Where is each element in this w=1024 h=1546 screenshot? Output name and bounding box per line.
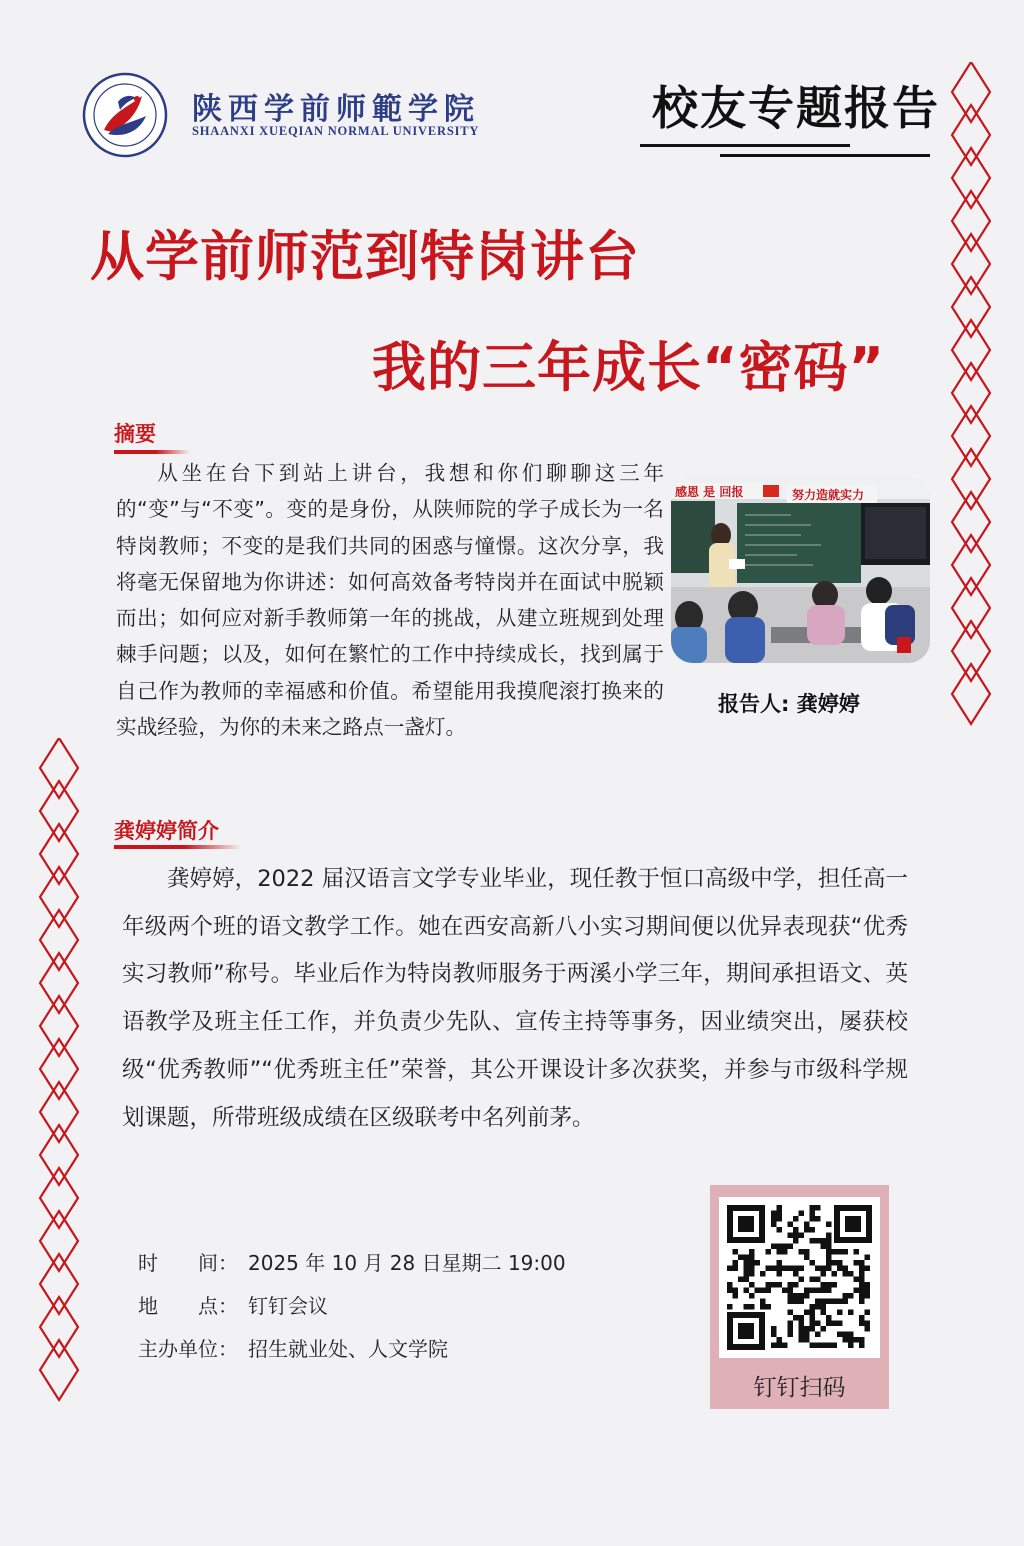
qr-module xyxy=(799,1277,805,1283)
qr-module xyxy=(793,1271,799,1277)
qr-module xyxy=(810,1304,816,1310)
qr-module xyxy=(826,1315,832,1321)
qr-module xyxy=(771,1216,777,1222)
diamond-shape xyxy=(952,664,990,724)
diamond-shape xyxy=(40,1297,78,1357)
diamond-shape xyxy=(40,1254,78,1314)
qr-module xyxy=(766,1288,772,1294)
qr-module xyxy=(815,1205,821,1211)
qr-module xyxy=(815,1266,821,1272)
school-name-en: SHAANXI XUEQIAN NORMAL UNIVERSITY xyxy=(192,124,480,138)
diamond-shape xyxy=(40,996,78,1056)
qr-module xyxy=(799,1299,805,1305)
qr-module xyxy=(804,1332,810,1338)
qr-module xyxy=(777,1205,783,1211)
qr-module xyxy=(826,1238,832,1244)
qr-module xyxy=(854,1277,860,1283)
qr-module xyxy=(843,1299,849,1305)
qr-module xyxy=(859,1282,865,1288)
qr-module xyxy=(793,1315,799,1321)
qr-module xyxy=(777,1249,783,1255)
qr-module xyxy=(777,1271,783,1277)
qr-module xyxy=(804,1255,810,1261)
qr-module xyxy=(826,1282,832,1288)
diamond-shape xyxy=(40,1168,78,1228)
qr-module xyxy=(744,1271,750,1277)
qr-module xyxy=(854,1249,860,1255)
qr-module xyxy=(832,1249,838,1255)
diamond-shape xyxy=(952,621,990,681)
qr-module xyxy=(799,1233,805,1239)
qr-module xyxy=(749,1266,755,1272)
qr-module xyxy=(782,1266,788,1272)
time-label: 时 间： xyxy=(138,1251,238,1275)
qr-module xyxy=(793,1299,799,1305)
qr-module xyxy=(848,1337,854,1343)
qr-module xyxy=(744,1255,750,1261)
qr-module xyxy=(727,1304,733,1310)
qr-module xyxy=(826,1343,832,1349)
diamond-shape xyxy=(952,363,990,423)
qr-module xyxy=(727,1282,733,1288)
qr-module xyxy=(793,1282,799,1288)
qr-module xyxy=(799,1211,805,1217)
qr-module xyxy=(733,1266,739,1272)
qr-module xyxy=(865,1321,871,1327)
abstract-heading-underline xyxy=(114,450,190,454)
qr-module xyxy=(832,1282,838,1288)
qr-module xyxy=(859,1266,865,1272)
qr-module xyxy=(810,1238,816,1244)
qr-module xyxy=(859,1321,865,1327)
qr-module xyxy=(788,1321,794,1327)
qr-module xyxy=(777,1282,783,1288)
qr-module xyxy=(782,1249,788,1255)
qr-module xyxy=(859,1277,865,1283)
diamond-shape xyxy=(952,105,990,165)
qr-module xyxy=(727,1266,733,1272)
banner-right: 努力造就实力 xyxy=(792,488,865,502)
banner-left: 感恩 是 回报 xyxy=(675,485,744,499)
qr-module xyxy=(810,1288,816,1294)
qr-module xyxy=(837,1332,843,1338)
qr-module xyxy=(777,1244,783,1250)
qr-module xyxy=(793,1216,799,1222)
qr-module xyxy=(859,1299,865,1305)
qr-module xyxy=(793,1266,799,1272)
qr-module xyxy=(782,1244,788,1250)
diamond-shape xyxy=(952,449,990,509)
qr-module xyxy=(826,1288,832,1294)
qr-module xyxy=(826,1222,832,1228)
qr-module xyxy=(826,1260,832,1266)
qr-module xyxy=(810,1260,816,1266)
qr-panel xyxy=(710,1185,889,1409)
diamond-shape xyxy=(40,781,78,841)
qr-module xyxy=(848,1271,854,1277)
qr-module xyxy=(771,1244,777,1250)
qr-module xyxy=(749,1293,755,1299)
qr-module xyxy=(777,1343,783,1349)
qr-module xyxy=(859,1288,865,1294)
diamond-shape xyxy=(952,492,990,552)
qr-module xyxy=(848,1332,854,1338)
qr-module xyxy=(854,1288,860,1294)
qr-module xyxy=(738,1277,744,1283)
qr-module xyxy=(804,1326,810,1332)
qr-module xyxy=(832,1321,838,1327)
qr-module xyxy=(804,1227,810,1233)
diamond-shape xyxy=(40,1039,78,1099)
qr-module xyxy=(804,1249,810,1255)
qr-module xyxy=(865,1255,871,1261)
diamond-shape xyxy=(952,406,990,466)
qr-module xyxy=(843,1293,849,1299)
school-name-cn: 陕西学前师範学院 xyxy=(192,92,480,127)
qr-module xyxy=(777,1227,783,1233)
qr-module xyxy=(821,1244,827,1250)
qr-module xyxy=(815,1304,821,1310)
diamond-shape xyxy=(952,191,990,251)
diamond-chain-right xyxy=(950,62,992,752)
main-title-line1: 从学前师范到特岗讲台 xyxy=(90,225,640,288)
qr-module xyxy=(782,1288,788,1294)
qr-module xyxy=(821,1304,827,1310)
qr-module xyxy=(799,1337,805,1343)
qr-module xyxy=(799,1249,805,1255)
qr-module xyxy=(826,1249,832,1255)
qr-module xyxy=(859,1293,865,1299)
qr-module xyxy=(749,1282,755,1288)
qr-module xyxy=(810,1211,816,1217)
qr-module xyxy=(815,1343,821,1349)
qr-module xyxy=(815,1277,821,1283)
qr-module xyxy=(837,1321,843,1327)
qr-module xyxy=(859,1343,865,1349)
badge-title: 校友专题报告 xyxy=(652,81,940,135)
qr-module xyxy=(832,1271,838,1277)
classroom-photo xyxy=(671,477,930,663)
diamond-shape xyxy=(40,1340,78,1400)
qr-module xyxy=(810,1343,816,1349)
qr-module xyxy=(760,1288,766,1294)
qr-module xyxy=(771,1211,777,1217)
qr-module xyxy=(865,1282,871,1288)
diamond-shape xyxy=(40,824,78,884)
host-label: 主办单位： xyxy=(138,1337,238,1361)
qr-module xyxy=(837,1299,843,1305)
bio-text: 龚婷婷，2022 届汉语言文学专业毕业，现任教于恒口高级中学，担任高一年级两个班的语文教学工作。她在西安高新八小实习期间便以优异表现获“优秀实习教师”称号。毕业后作为特岗教师服务于两溪小学三年，期间承担语文、英语教学及班主任工作，并负责少先队、宣传主持等事务，因业绩突出，屡获校级“优秀教师”“优秀班主任”荣誉，其公开课设计多次获奖，并参与市级科学规划课题，所带班级成绩在区级联考中名列前茅。 xyxy=(122,866,908,1131)
flag-icon xyxy=(763,485,779,497)
host-value: 招生就业处、人文学院 xyxy=(248,1337,448,1361)
qr-module xyxy=(821,1266,827,1272)
qr-module xyxy=(832,1299,838,1305)
qr-module xyxy=(804,1293,810,1299)
qr-module xyxy=(771,1332,777,1338)
qr-module xyxy=(815,1238,821,1244)
qr-module xyxy=(799,1326,805,1332)
qr-module xyxy=(744,1266,750,1272)
qr-module xyxy=(865,1326,871,1332)
qr-module xyxy=(837,1266,843,1272)
qr-module xyxy=(755,1260,761,1266)
qr-module xyxy=(815,1321,821,1327)
qr-module xyxy=(744,1304,750,1310)
qr-code[interactable] xyxy=(719,1197,880,1358)
qr-module xyxy=(804,1310,810,1316)
info-time xyxy=(138,1247,566,1276)
qr-module xyxy=(821,1299,827,1305)
diamond-shape xyxy=(40,1211,78,1271)
qr-module xyxy=(854,1337,860,1343)
qr-module xyxy=(749,1260,755,1266)
qr-module xyxy=(766,1282,772,1288)
qr-module xyxy=(788,1326,794,1332)
diamond-shape xyxy=(40,867,78,927)
qr-module xyxy=(788,1233,794,1239)
diamond-chain-left xyxy=(38,738,80,1428)
diamond-shape xyxy=(952,535,990,595)
qr-module xyxy=(771,1343,777,1349)
qr-module xyxy=(760,1271,766,1277)
info-host xyxy=(138,1333,448,1362)
qr-module xyxy=(810,1205,816,1211)
bio-heading-underline xyxy=(114,845,242,849)
qr-module xyxy=(826,1233,832,1239)
qr-module xyxy=(733,1249,739,1255)
info-place xyxy=(138,1290,328,1319)
qr-module xyxy=(810,1277,816,1283)
qr-module xyxy=(854,1260,860,1266)
qr-module xyxy=(848,1293,854,1299)
diamond-shape xyxy=(40,738,78,798)
qr-module xyxy=(804,1222,810,1228)
qr-module xyxy=(843,1337,849,1343)
qr-module xyxy=(793,1233,799,1239)
school-seal-icon xyxy=(82,72,168,158)
diamond-shape xyxy=(40,1125,78,1185)
qr-module xyxy=(766,1304,772,1310)
time-value: 2025 年 10 月 28 日星期二 19:00 xyxy=(248,1251,566,1275)
reporter-name: 报告人: 龚婷婷 xyxy=(718,692,860,716)
abstract-text: 从坐在台下到站上讲台，我想和你们聊聊这三年的“变”与“不变”。变的是身份，从陕师院的学子成长为一名特岗教师；不变的是我们共同的困惑与憧憬。这次分享，我将毫无保留地为你讲述：如何高效备考特岗并在面试中脱颖而出；如何应对新手教师第一年的挑战，从建立班规到处理棘手问题；以及，如何在繁忙的工作中持续成长，找到属于自己作为教师的幸福感和价值。希望能用我摸爬滚打换来的实战经验，为你的未来之路点一盏灯。 xyxy=(116,461,664,740)
diamond-shape xyxy=(952,62,990,122)
place-value: 钉钉会议 xyxy=(248,1294,328,1318)
qr-module xyxy=(749,1255,755,1261)
qr-module xyxy=(727,1288,733,1294)
qr-module xyxy=(788,1310,794,1316)
qr-module xyxy=(815,1288,821,1294)
diamond-shape xyxy=(952,234,990,294)
qr-module xyxy=(749,1249,755,1255)
qr-module xyxy=(744,1277,750,1283)
qr-module xyxy=(760,1299,766,1305)
qr-module xyxy=(788,1222,794,1228)
qr-module xyxy=(832,1260,838,1266)
qr-module xyxy=(799,1266,805,1272)
qr-module xyxy=(843,1266,849,1272)
diamond-shape xyxy=(952,148,990,208)
qr-module xyxy=(843,1332,849,1338)
qr-module xyxy=(859,1260,865,1266)
qr-module xyxy=(810,1315,816,1321)
classroom-photo-image xyxy=(671,477,930,663)
qr-label: 钉钉扫码 xyxy=(753,1375,846,1401)
qr-module xyxy=(865,1310,871,1316)
qr-module xyxy=(821,1288,827,1294)
qr-module xyxy=(810,1227,816,1233)
qr-module xyxy=(744,1288,750,1294)
qr-module xyxy=(810,1216,816,1222)
qr-module xyxy=(837,1310,843,1316)
qr-module xyxy=(826,1255,832,1261)
qr-module xyxy=(826,1321,832,1327)
bio-heading: 龚婷婷简介 xyxy=(114,819,219,843)
qr-module xyxy=(788,1293,794,1299)
qr-module xyxy=(865,1288,871,1294)
qr-module xyxy=(793,1238,799,1244)
qr-module xyxy=(821,1238,827,1244)
qr-module xyxy=(848,1310,854,1316)
qr-module xyxy=(777,1211,783,1217)
qr-module xyxy=(777,1260,783,1266)
qr-module xyxy=(733,1288,739,1294)
qr-module xyxy=(826,1266,832,1272)
qr-module xyxy=(810,1310,816,1316)
qr-module xyxy=(810,1321,816,1327)
qr-module xyxy=(799,1332,805,1338)
qr-module xyxy=(766,1266,772,1272)
qr-module xyxy=(755,1288,761,1294)
qr-module xyxy=(865,1266,871,1272)
qr-module xyxy=(821,1282,827,1288)
qr-module xyxy=(848,1343,854,1349)
place-label: 地 点： xyxy=(138,1294,238,1318)
qr-module xyxy=(744,1260,750,1266)
qr-module xyxy=(859,1315,865,1321)
qr-module xyxy=(788,1266,794,1272)
qr-module xyxy=(733,1260,739,1266)
qr-module xyxy=(821,1326,827,1332)
qr-module xyxy=(804,1337,810,1343)
qr-module xyxy=(777,1216,783,1222)
qr-module xyxy=(799,1315,805,1321)
qr-module xyxy=(826,1299,832,1305)
qr-module xyxy=(815,1299,821,1305)
diamond-shape xyxy=(40,1082,78,1142)
qr-module xyxy=(771,1282,777,1288)
badge-underline-offset xyxy=(720,154,930,157)
qr-module xyxy=(788,1244,794,1250)
qr-module xyxy=(771,1266,777,1272)
qr-module xyxy=(777,1266,783,1272)
qr-module xyxy=(821,1310,827,1316)
qr-module xyxy=(733,1293,739,1299)
qr-module xyxy=(788,1288,794,1294)
qr-module xyxy=(799,1293,805,1299)
qr-module xyxy=(843,1249,849,1255)
badge-underline xyxy=(640,144,850,147)
qr-module xyxy=(821,1271,827,1277)
qr-module xyxy=(832,1343,838,1349)
qr-module xyxy=(821,1343,827,1349)
qr-module xyxy=(804,1288,810,1294)
qr-module xyxy=(771,1326,777,1332)
diamond-shape xyxy=(40,953,78,1013)
qr-module xyxy=(749,1304,755,1310)
qr-code-icon xyxy=(719,1197,880,1358)
qr-module xyxy=(859,1271,865,1277)
qr-module xyxy=(859,1337,865,1343)
qr-module xyxy=(815,1216,821,1222)
qr-module xyxy=(788,1332,794,1338)
diamond-shape xyxy=(952,320,990,380)
diamond-shape xyxy=(952,277,990,337)
qr-module xyxy=(799,1321,805,1327)
abstract-heading: 摘要 xyxy=(114,422,156,446)
qr-module xyxy=(865,1293,871,1299)
school-logo xyxy=(82,72,482,162)
main-title-line2: 我的三年成长“密码” xyxy=(372,336,885,399)
qr-module xyxy=(738,1255,744,1261)
qr-module xyxy=(782,1343,788,1349)
qr-module xyxy=(793,1293,799,1299)
qr-module xyxy=(837,1260,843,1266)
diamond-shape xyxy=(40,910,78,970)
qr-module xyxy=(777,1337,783,1343)
qr-module xyxy=(837,1249,843,1255)
qr-module xyxy=(788,1282,794,1288)
qr-module xyxy=(766,1249,772,1255)
qr-module xyxy=(749,1271,755,1277)
qr-module xyxy=(760,1304,766,1310)
qr-module xyxy=(810,1326,816,1332)
qr-module xyxy=(843,1271,849,1277)
qr-module xyxy=(815,1332,821,1338)
diamond-shape xyxy=(952,578,990,638)
qr-module xyxy=(788,1299,794,1305)
qr-module xyxy=(793,1227,799,1233)
report-badge xyxy=(640,68,940,158)
qr-module xyxy=(771,1222,777,1228)
qr-module xyxy=(826,1244,832,1250)
